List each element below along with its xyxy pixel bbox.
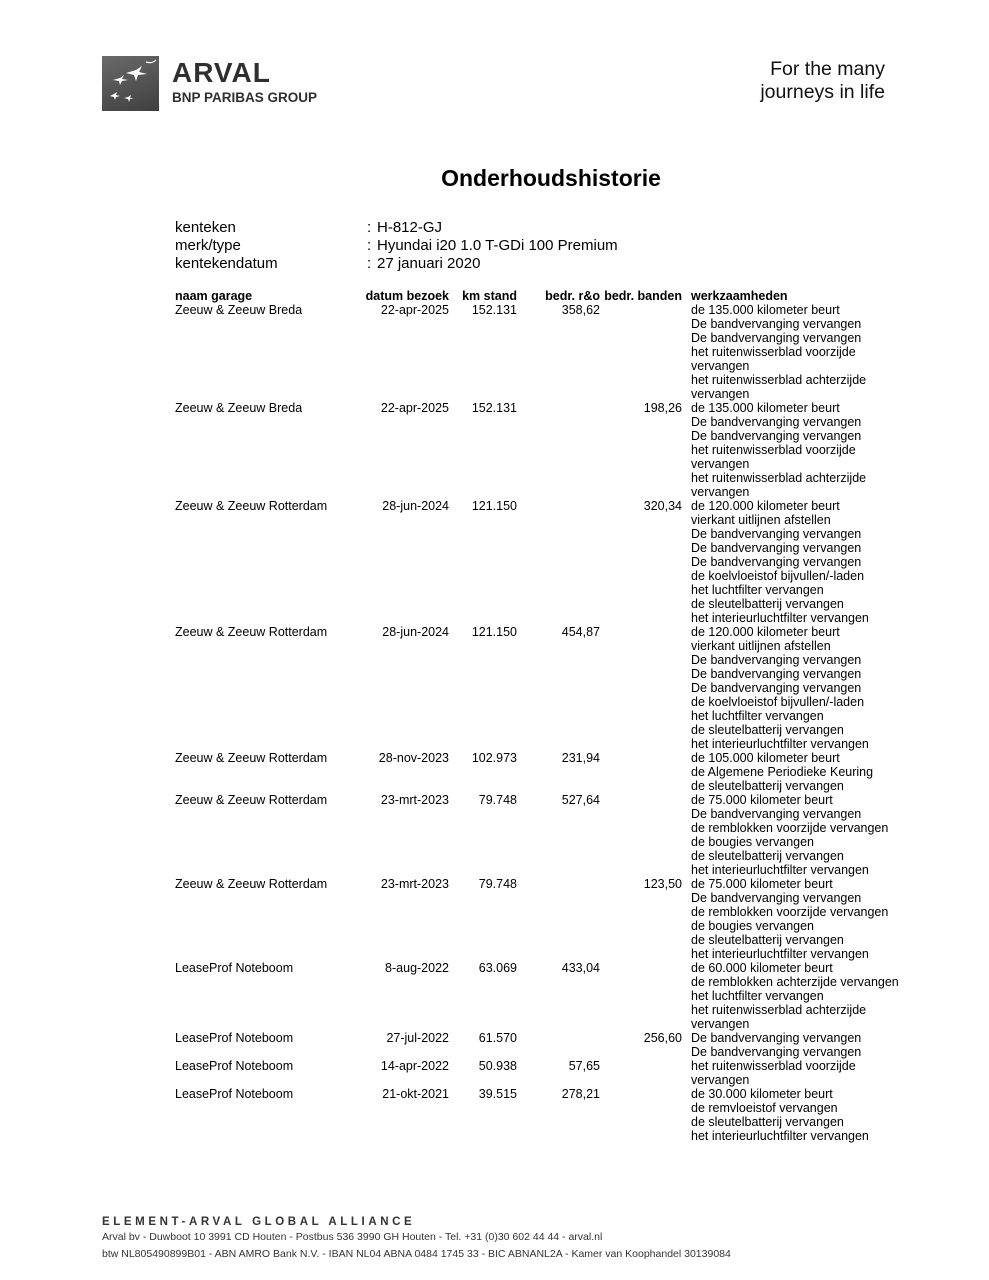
cell-km: 152.131 [471, 401, 517, 415]
cell-date: 28-nov-2023 [378, 751, 449, 765]
work-line: de sleutelbatterij vervangen [691, 779, 844, 793]
cell-ro: 358,62 [561, 303, 600, 317]
vehicle-value: H-812-GJ [377, 219, 443, 236]
vehicle-colon: : [367, 255, 372, 272]
work-line: de 75.000 kilometer beurt [691, 793, 833, 807]
work-line: vierkant uitlijnen afstellen [691, 639, 831, 653]
cell-ro: 278,21 [561, 1087, 600, 1101]
work-line: De bandvervanging vervangen [691, 1045, 862, 1059]
cell-garage: Zeeuw & Zeeuw Rotterdam [175, 499, 328, 513]
work-line: De bandvervanging vervangen [691, 317, 862, 331]
cell-garage: Zeeuw & Zeeuw Rotterdam [175, 751, 328, 765]
cell-banden: 123,50 [643, 877, 682, 891]
work-line: vervangen [691, 359, 750, 373]
cell-work [691, 793, 901, 877]
vehicle-info [175, 219, 695, 273]
cell-ro: 231,94 [561, 751, 600, 765]
footer-alliance: ELEMENT-ARVAL GLOBAL ALLIANCE [102, 1216, 416, 1228]
table-row [0, 961, 989, 1031]
footer-address: Arval bv - Duwboot 10 3991 CD Houten - Postbus 536 3990 GH Houten - Tel. +31 (0)30 602 44 44 - arval.nl [102, 1231, 603, 1243]
work-line: vervangen [691, 457, 750, 471]
work-line: De bandvervanging vervangen [691, 415, 862, 429]
stars-icon [102, 56, 159, 111]
cell-work [691, 499, 901, 625]
cell-date: 22-apr-2025 [380, 401, 449, 415]
footer-bank: btw NL805490899B01 - ABN AMRO Bank N.V. - IBAN NL04 ABNA 0484 1745 33 - BIC ABNANL2A - Kamer van Koophandel 30139084 [102, 1248, 731, 1260]
logo-name: ARVAL [172, 57, 271, 88]
table-row [0, 1059, 989, 1087]
work-line: de remblokken voorzijde vervangen [691, 905, 889, 919]
work-line: de 60.000 kilometer beurt [691, 961, 833, 975]
work-line: de 75.000 kilometer beurt [691, 877, 833, 891]
cell-garage: LeaseProf Noteboom [175, 961, 294, 975]
work-line: de 120.000 kilometer beurt [691, 625, 840, 639]
cell-work [691, 1031, 901, 1059]
cell-ro: 454,87 [561, 625, 600, 639]
work-line: vierkant uitlijnen afstellen [691, 513, 831, 527]
cell-date: 28-jun-2024 [382, 625, 449, 639]
cell-garage: LeaseProf Noteboom [175, 1059, 294, 1073]
work-line: het luchtfilter vervangen [691, 989, 824, 1003]
cell-work [691, 625, 901, 751]
work-line: vervangen [691, 1017, 750, 1031]
cell-date: 21-okt-2021 [382, 1087, 449, 1101]
vehicle-row-merk-type [175, 237, 695, 255]
cell-ro: 527,64 [561, 793, 600, 807]
table-row [0, 1087, 989, 1143]
table-row [0, 1031, 989, 1059]
header-ro: bedr. r&o [545, 289, 600, 303]
cell-work [691, 1087, 901, 1143]
cell-work [691, 961, 901, 1031]
work-line: de koelvloeistof bijvullen/-laden [691, 569, 865, 583]
work-line: De bandvervanging vervangen [691, 527, 862, 541]
work-line: De bandvervanging vervangen [691, 681, 862, 695]
header-date: datum bezoek [365, 289, 449, 303]
cell-km: 152.131 [471, 303, 517, 317]
vehicle-value: Hyundai i20 1.0 T-GDi 100 Premium [377, 237, 618, 254]
cell-garage: Zeeuw & Zeeuw Rotterdam [175, 877, 328, 891]
cell-km: 121.150 [471, 625, 517, 639]
table-header [0, 289, 989, 303]
work-line: De bandvervanging vervangen [691, 653, 862, 667]
work-line: de sleutelbatterij vervangen [691, 1115, 844, 1129]
work-line: het interieurluchtfilter vervangen [691, 1129, 869, 1143]
cell-km: 61.570 [478, 1031, 517, 1045]
vehicle-label: kenteken [175, 219, 236, 236]
work-line: het ruitenwisserblad voorzijde [691, 345, 856, 359]
work-line: de Algemene Periodieke Keuring [691, 765, 874, 779]
work-line: de 135.000 kilometer beurt [691, 401, 840, 415]
work-line: het ruitenwisserblad achterzijde [691, 1003, 867, 1017]
cell-garage: LeaseProf Noteboom [175, 1031, 294, 1045]
cell-work [691, 303, 901, 401]
cell-date: 28-jun-2024 [382, 499, 449, 513]
vehicle-label: merk/type [175, 237, 241, 254]
work-line: De bandvervanging vervangen [691, 1031, 862, 1045]
work-line: het interieurluchtfilter vervangen [691, 863, 869, 877]
work-line: de 105.000 kilometer beurt [691, 751, 840, 765]
work-line: de bougies vervangen [691, 919, 815, 933]
cell-garage: LeaseProf Noteboom [175, 1087, 294, 1101]
cell-ro: 57,65 [568, 1059, 600, 1073]
work-line: de 135.000 kilometer beurt [691, 303, 840, 317]
vehicle-colon: : [367, 219, 372, 236]
work-line: de sleutelbatterij vervangen [691, 933, 844, 947]
work-line: De bandvervanging vervangen [691, 555, 862, 569]
work-line: De bandvervanging vervangen [691, 541, 862, 555]
table-row [0, 877, 989, 961]
work-line: het interieurluchtfilter vervangen [691, 947, 869, 961]
cell-km: 121.150 [471, 499, 517, 513]
header-banden: bedr. banden [604, 289, 682, 303]
cell-date: 27-jul-2022 [386, 1031, 449, 1045]
work-line: de sleutelbatterij vervangen [691, 723, 844, 737]
cell-garage: Zeeuw & Zeeuw Rotterdam [175, 793, 328, 807]
work-line: de koelvloeistof bijvullen/-laden [691, 695, 865, 709]
work-line: de sleutelbatterij vervangen [691, 849, 844, 863]
cell-work [691, 401, 901, 499]
cell-km: 39.515 [478, 1087, 517, 1101]
cell-date: 23-mrt-2023 [380, 793, 449, 807]
work-line: het ruitenwisserblad voorzijde [691, 1059, 856, 1073]
tagline-line1: For the many [770, 58, 885, 80]
work-line: het ruitenwisserblad achterzijde [691, 471, 867, 485]
cell-km: 102.973 [471, 751, 517, 765]
vehicle-row-kentekendatum [175, 255, 695, 273]
cell-banden: 256,60 [643, 1031, 682, 1045]
cell-garage: Zeeuw & Zeeuw Breda [175, 303, 303, 317]
table-body [0, 303, 989, 1143]
arval-logo-mark [102, 56, 159, 111]
cell-km: 79.748 [478, 877, 517, 891]
tagline [760, 58, 885, 104]
work-line: De bandvervanging vervangen [691, 807, 862, 821]
header-km: km stand [462, 289, 517, 303]
work-line: het luchtfilter vervangen [691, 709, 824, 723]
cell-km: 50.938 [478, 1059, 517, 1073]
header-garage: naam garage [175, 289, 253, 303]
table-row [0, 401, 989, 499]
table-row [0, 303, 989, 401]
work-line: het interieurluchtfilter vervangen [691, 737, 869, 751]
cell-ro: 433,04 [561, 961, 600, 975]
work-line: de remvloeistof vervangen [691, 1101, 838, 1115]
cell-date: 22-apr-2025 [380, 303, 449, 317]
vehicle-colon: : [367, 237, 372, 254]
cell-work [691, 1059, 901, 1087]
page-title: Onderhoudshistorie [441, 165, 661, 191]
maintenance-table [0, 289, 989, 1143]
work-line: de bougies vervangen [691, 835, 815, 849]
work-line: de 30.000 kilometer beurt [691, 1087, 833, 1101]
work-line: de remblokken voorzijde vervangen [691, 821, 889, 835]
work-line: de remblokken achterzijde vervangen [691, 975, 899, 989]
work-line: vervangen [691, 485, 750, 499]
work-line: De bandvervanging vervangen [691, 667, 862, 681]
cell-garage: Zeeuw & Zeeuw Rotterdam [175, 625, 328, 639]
work-line: het interieurluchtfilter vervangen [691, 611, 869, 625]
cell-date: 8-aug-2022 [385, 961, 449, 975]
work-line: het luchtfilter vervangen [691, 583, 824, 597]
work-line: het ruitenwisserblad achterzijde [691, 373, 867, 387]
cell-banden: 198,26 [643, 401, 682, 415]
cell-banden: 320,34 [643, 499, 682, 513]
work-line: de sleutelbatterij vervangen [691, 597, 844, 611]
cell-work [691, 877, 901, 961]
work-line: de 120.000 kilometer beurt [691, 499, 840, 513]
cell-date: 14-apr-2022 [380, 1059, 449, 1073]
vehicle-value: 27 januari 2020 [377, 255, 481, 272]
logo-group: BNP PARIBAS GROUP [172, 90, 318, 105]
vehicle-label: kentekendatum [175, 255, 278, 272]
vehicle-row-kenteken [175, 219, 695, 237]
cell-work [691, 751, 901, 793]
cell-km: 79.748 [478, 793, 517, 807]
work-line: De bandvervanging vervangen [691, 891, 862, 905]
table-row [0, 793, 989, 877]
work-line: vervangen [691, 1073, 750, 1087]
tagline-line2: journeys in life [760, 81, 885, 103]
work-line: De bandvervanging vervangen [691, 429, 862, 443]
cell-date: 23-mrt-2023 [380, 877, 449, 891]
cell-garage: Zeeuw & Zeeuw Breda [175, 401, 303, 415]
table-row [0, 625, 989, 751]
cell-km: 63.069 [478, 961, 517, 975]
table-row [0, 499, 989, 625]
header-work: werkzaamheden [691, 289, 788, 303]
table-row [0, 751, 989, 793]
work-line: vervangen [691, 387, 750, 401]
work-line: De bandvervanging vervangen [691, 331, 862, 345]
work-line: het ruitenwisserblad voorzijde [691, 443, 856, 457]
